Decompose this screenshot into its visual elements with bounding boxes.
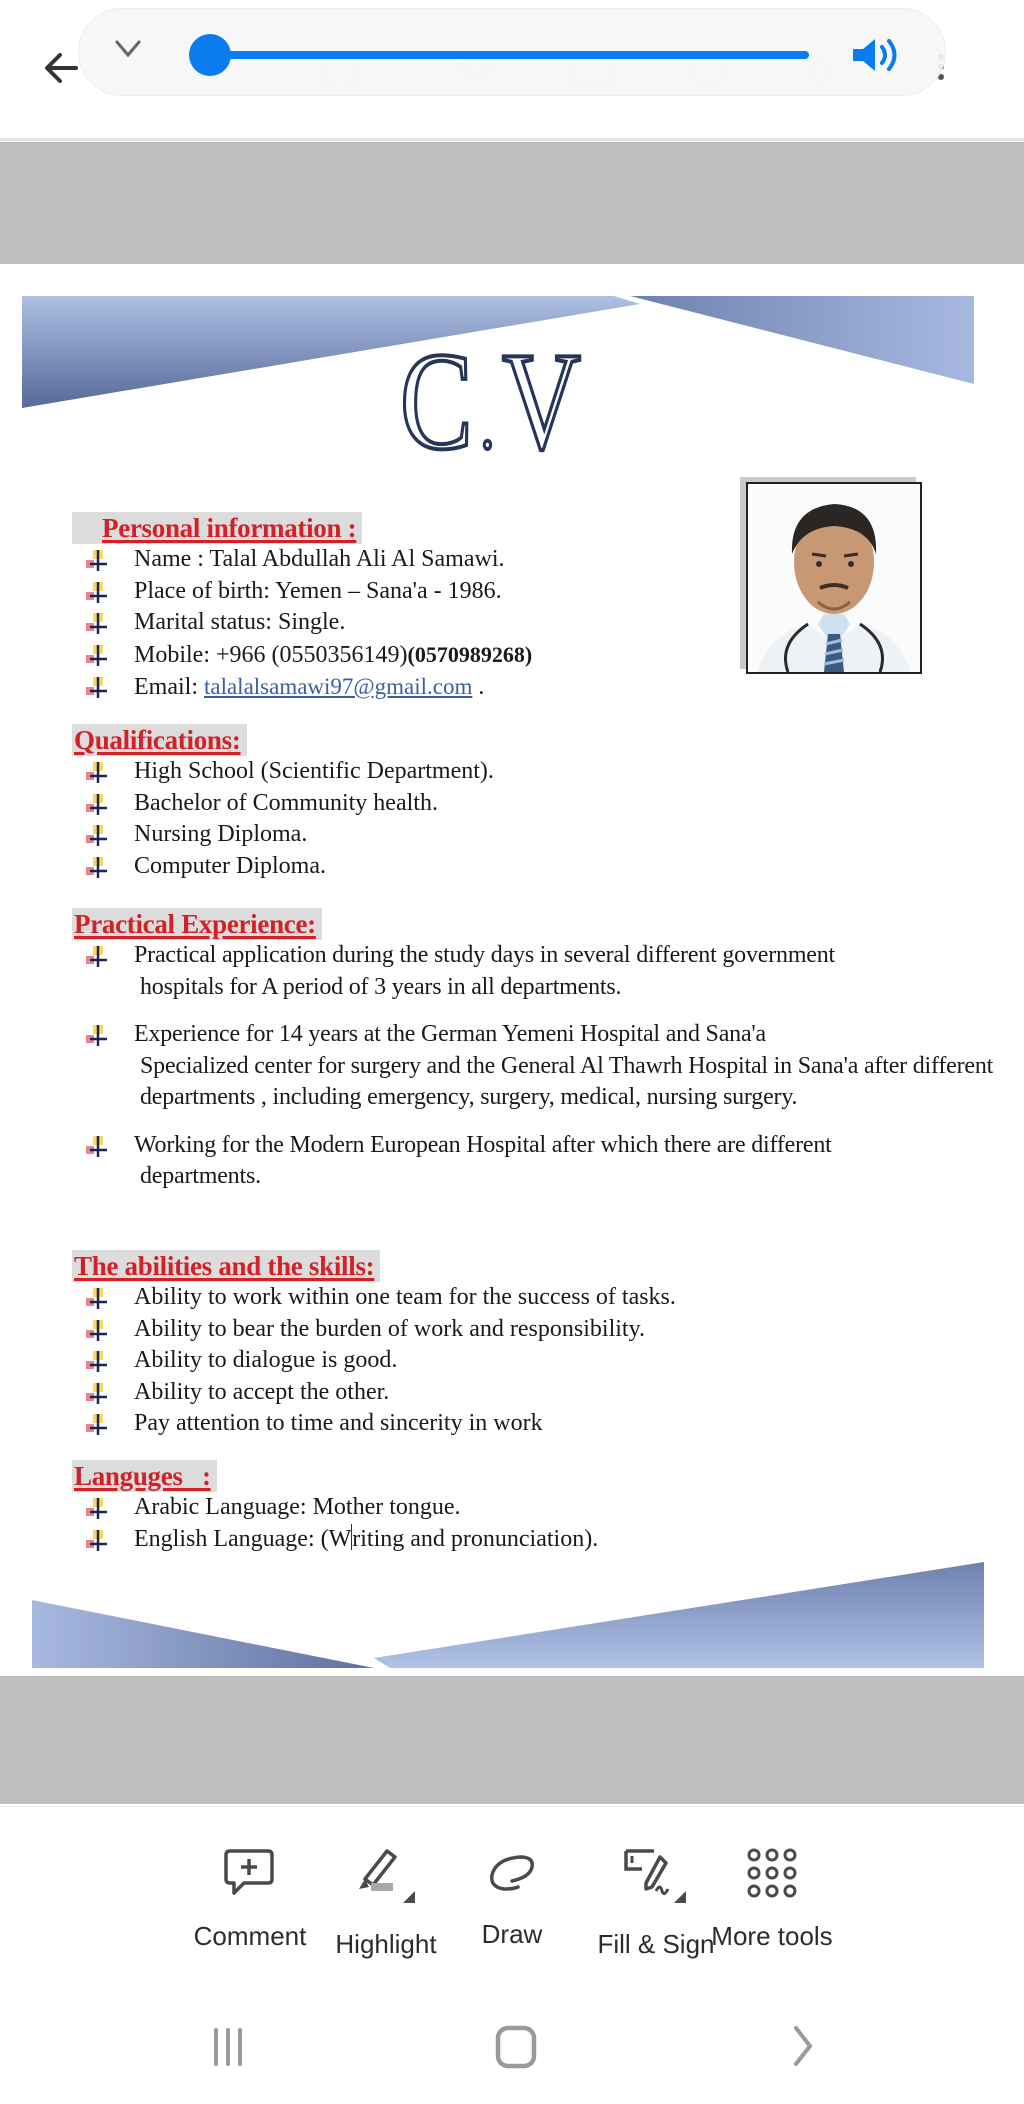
bottom-tools-bar bbox=[0, 1806, 1024, 1986]
list-item: Ability to accept the other. bbox=[72, 1377, 676, 1409]
list-item: Pay attention to time and sincerity in work bbox=[72, 1408, 676, 1440]
bullet-icon bbox=[86, 1320, 110, 1342]
list-item: Working for the Modern European Hospital after which there are different departments. bbox=[72, 1130, 1002, 1193]
bullet-icon bbox=[86, 1136, 110, 1158]
bullet-icon bbox=[86, 1025, 110, 1047]
page-gap-top bbox=[0, 142, 1024, 264]
list-item: Practical application during the study days in several different government hospitals for A period of 3 years in all departments. bbox=[72, 940, 1002, 1003]
title-letter-v: V bbox=[502, 324, 589, 479]
list-item-name: Name : Talal Abdullah Ali Al Samawi. bbox=[72, 544, 532, 576]
draw-squiggle-icon bbox=[482, 1847, 542, 1897]
bullet-icon bbox=[86, 1498, 110, 1520]
bullet-icon bbox=[86, 582, 110, 604]
collapse-chevron-icon[interactable] bbox=[113, 37, 143, 61]
system-navigation-bar bbox=[0, 1986, 1024, 2104]
toolbar-divider bbox=[0, 138, 1024, 141]
bullet-icon bbox=[86, 857, 110, 879]
profile-photo bbox=[746, 482, 922, 674]
bullet-icon bbox=[86, 1414, 110, 1436]
cv-document-page[interactable] bbox=[0, 264, 1024, 1676]
more-tools-button[interactable]: More tools bbox=[702, 1847, 842, 1952]
draw-tool-button[interactable]: Draw bbox=[442, 1847, 582, 1950]
speaker-volume-icon[interactable] bbox=[849, 35, 905, 75]
page-gap-bottom bbox=[0, 1676, 1024, 1804]
section-heading: Practical Experience: bbox=[72, 908, 322, 940]
section-heading: The abilities and the skills: bbox=[72, 1250, 380, 1282]
bullet-icon bbox=[86, 677, 110, 699]
section-personal-information bbox=[72, 512, 532, 704]
title-dot: . bbox=[480, 387, 503, 464]
list-item: High School (Scientific Department). bbox=[72, 756, 494, 788]
cv-title bbox=[400, 324, 589, 479]
list-item: Experience for 14 years at the German Yemeni Hospital and Sana'a Specialized center for surgery and the General Al Thawrh Hospital in Sana'a after different departments , including emergency, surgery, medical, nursing surgery. bbox=[72, 1019, 1002, 1114]
comment-plus-icon bbox=[222, 1847, 278, 1899]
bullet-icon bbox=[86, 550, 110, 572]
grid-dots-icon bbox=[746, 1847, 798, 1899]
bullet-icon bbox=[86, 1351, 110, 1373]
list-item: Ability to work within one team for the success of tasks. bbox=[72, 1282, 676, 1314]
section-practical-experience bbox=[72, 908, 1002, 1209]
highlighter-icon bbox=[351, 1847, 421, 1907]
section-languages bbox=[72, 1460, 598, 1555]
home-icon[interactable] bbox=[486, 2018, 546, 2072]
back-chevron-icon[interactable] bbox=[774, 2018, 834, 2072]
highlight-tool-button[interactable]: Highlight bbox=[316, 1847, 456, 1960]
list-item-mobile: Mobile: +966 (0550356149)(0570989268) bbox=[72, 639, 532, 672]
list-item-marital: Marital status: Single. bbox=[72, 607, 532, 639]
portrait-image bbox=[748, 484, 920, 672]
list-item: Arabic Language: Mother tongue. bbox=[72, 1492, 598, 1524]
list-item: Bachelor of Community health. bbox=[72, 788, 494, 820]
title-letter-c: C bbox=[400, 324, 481, 479]
volume-slider-thumb[interactable] bbox=[189, 34, 231, 76]
bullet-icon bbox=[86, 1383, 110, 1405]
bullet-icon bbox=[86, 762, 110, 784]
bullet-icon bbox=[86, 1530, 110, 1552]
section-heading: Personal information : bbox=[72, 512, 362, 544]
section-heading: Qualifications: bbox=[72, 724, 247, 756]
email-link[interactable]: talalalsamawi97@gmail.com bbox=[203, 674, 473, 699]
list-item: Ability to bear the burden of work and responsibility. bbox=[72, 1314, 676, 1346]
list-item-email: Email: talalalsamawi97@gmail.com . bbox=[72, 671, 532, 704]
bullet-icon bbox=[86, 946, 110, 968]
bullet-icon bbox=[86, 825, 110, 847]
section-qualifications bbox=[72, 724, 494, 882]
list-item: Ability to dialogue is good. bbox=[72, 1345, 676, 1377]
section-heading: Languges : bbox=[72, 1460, 217, 1492]
volume-overlay bbox=[78, 8, 946, 96]
comment-tool-button[interactable]: Comment bbox=[180, 1847, 320, 1952]
fill-sign-icon bbox=[620, 1847, 692, 1907]
volume-slider-track[interactable] bbox=[209, 51, 809, 59]
bullet-icon bbox=[86, 794, 110, 816]
bullet-icon bbox=[86, 645, 110, 667]
list-item: Nursing Diploma. bbox=[72, 819, 494, 851]
bullet-icon bbox=[86, 613, 110, 635]
list-item: English Language: (Writing and pronunciation). bbox=[72, 1524, 598, 1556]
fill-sign-tool-button[interactable]: Fill & Sign bbox=[586, 1847, 726, 1960]
list-item-birth: Place of birth: Yemen – Sana'a - 1986. bbox=[72, 576, 532, 608]
bullet-icon bbox=[86, 1288, 110, 1310]
list-item: Computer Diploma. bbox=[72, 851, 494, 883]
top-toolbar bbox=[0, 0, 1024, 140]
section-abilities-skills bbox=[72, 1250, 676, 1440]
bottom-banner-decoration bbox=[0, 1560, 1024, 1676]
recent-apps-icon[interactable] bbox=[200, 2018, 260, 2072]
